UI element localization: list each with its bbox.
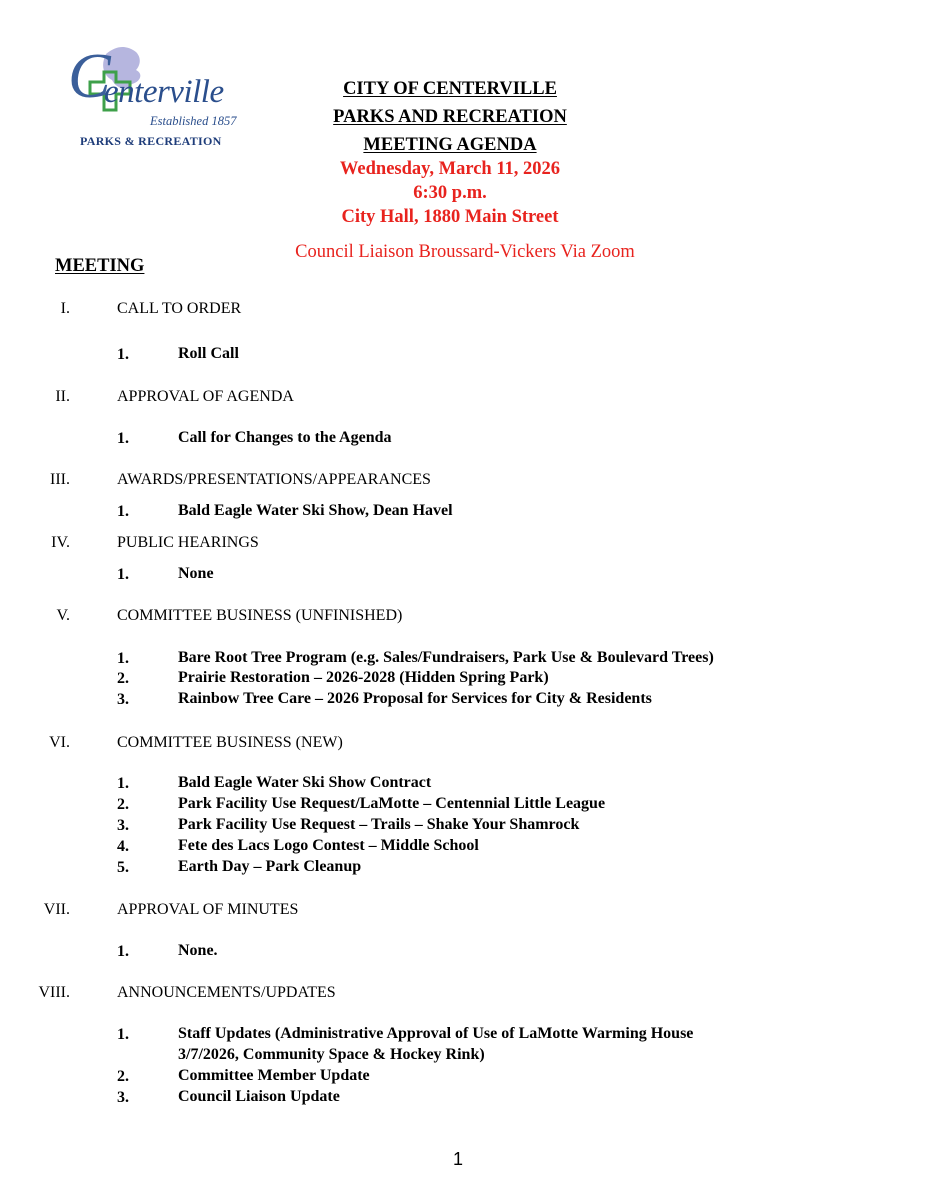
item-number: 3. [117,1089,129,1106]
agenda-title: MEETING AGENDA [363,135,537,155]
section-title: ANNOUNCEMENTS/UPDATES [117,984,336,1001]
agenda-item: Staff Updates (Administrative Approval of Use of LaMotte Warming House [178,1025,694,1042]
item-number: 2. [117,796,129,813]
logo-department: PARKS & RECREATION [80,134,222,148]
section-title: APPROVAL OF MINUTES [117,901,299,918]
city-title: CITY OF CENTERVILLE [343,79,557,99]
item-number: 1. [117,430,129,447]
section-number: VI. [49,734,70,751]
department-title: PARKS AND RECREATION [333,107,567,127]
agenda-item: Fete des Lacs Logo Contest – Middle School [178,837,479,854]
logo-name: enterville [104,74,224,110]
council-liaison-note: Council Liaison Broussard-Vickers Via Zoom [295,242,635,262]
section-title: AWARDS/PRESENTATIONS/APPEARANCES [117,471,431,488]
section-number: III. [50,471,70,488]
page-number: 1 [453,1149,464,1169]
agenda-item: Bald Eagle Water Ski Show Contract [178,774,432,791]
logo-initial: C [68,40,111,111]
meeting-date: Wednesday, March 11, 2026 [339,159,561,179]
item-number: 1. [117,650,129,667]
section-title: CALL TO ORDER [117,300,242,317]
section-number: VII. [43,901,70,918]
meeting-location: City Hall, 1880 Main Street [341,207,559,227]
centerville-parks-logo [66,40,242,152]
section-number: I. [60,300,70,317]
item-number: 3. [117,817,129,834]
section-number: VIII. [38,984,70,1001]
item-number: 1. [117,503,129,520]
item-number: 1. [117,943,129,960]
item-number: 1. [117,346,129,363]
agenda-item: Bare Root Tree Program (e.g. Sales/Fundraisers, Park Use & Boulevard Trees) [178,649,714,666]
section-number: V. [56,607,70,624]
agenda-item: Park Facility Use Request – Trails – Shake Your Shamrock [178,816,580,833]
section-title: APPROVAL OF AGENDA [117,388,294,405]
item-number: 2. [117,670,129,687]
agenda-item: None [178,565,214,582]
agenda-item-continued: 3/7/2026, Community Space & Hockey Rink) [178,1046,485,1063]
item-number: 2. [117,1068,129,1085]
item-number: 3. [117,691,129,708]
agenda-item: Prairie Restoration – 2026-2028 (Hidden Spring Park) [178,669,549,686]
meeting-heading: MEETING [55,256,145,276]
agenda-item: Roll Call [178,345,239,362]
section-number: IV. [51,534,70,551]
item-number: 4. [117,838,129,855]
section-number: II. [55,388,70,405]
section-title: COMMITTEE BUSINESS (UNFINISHED) [117,607,403,624]
agenda-item: Committee Member Update [178,1067,370,1084]
agenda-item: Call for Changes to the Agenda [178,429,392,446]
item-number: 1. [117,775,129,792]
agenda-item: Rainbow Tree Care – 2026 Proposal for Services for City & Residents [178,690,652,707]
meeting-time: 6:30 p.m. [413,183,487,203]
section-title: COMMITTEE BUSINESS (NEW) [117,734,343,751]
agenda-item: Council Liaison Update [178,1088,340,1105]
item-number: 5. [117,859,129,876]
item-number: 1. [117,1026,129,1043]
logo-established: Established 1857 [150,114,237,128]
agenda-item: Park Facility Use Request/LaMotte – Centennial Little League [178,795,606,812]
agenda-item: Earth Day – Park Cleanup [178,858,362,875]
agenda-item: Bald Eagle Water Ski Show, Dean Havel [178,502,453,519]
item-number: 1. [117,566,129,583]
agenda-item: None. [178,942,218,959]
section-title: PUBLIC HEARINGS [117,534,259,551]
